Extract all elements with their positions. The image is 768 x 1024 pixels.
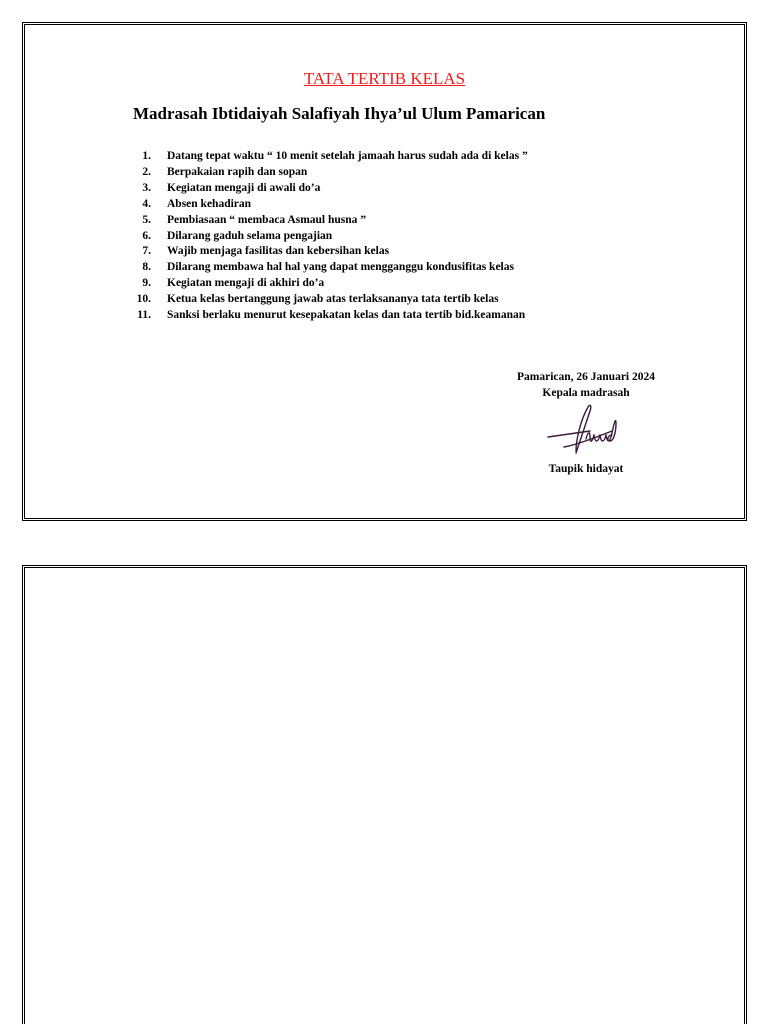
list-item: [119, 149, 528, 165]
rule-number: 7.: [142, 245, 151, 258]
page-title: TATA TERTIB KELAS: [303, 69, 466, 88]
rule-number: 8.: [142, 261, 151, 274]
school-name: Madrasah Ibtidaiyah Salafiyah Ihya’ul Ulum Pamarican: [133, 104, 546, 123]
signature-icon: [546, 401, 626, 461]
rule-text: Kegiatan mengaji di akhiri do’a: [167, 277, 325, 290]
list-item: [119, 165, 528, 181]
rule-text: Datang tepat waktu “ 10 menit setelah jamaah harus sudah ada di kelas ”: [167, 150, 528, 162]
list-item: [119, 197, 528, 213]
rule-text: Kegiatan mengaji di awali do’a: [167, 181, 321, 194]
rule-text: Sanksi berlaku menurut kesepakatan kelas dan tata tertib bid.keamanan: [167, 309, 526, 322]
rule-number: 3.: [142, 181, 151, 194]
rule-number: 9.: [142, 277, 151, 290]
list-item: [119, 213, 528, 229]
list-item: [119, 181, 528, 197]
signature-block: [501, 369, 671, 477]
document-frame-bottom: [22, 565, 747, 1024]
document-frame-top: [22, 22, 747, 521]
rule-number: 5.: [142, 213, 151, 226]
signer-name: Taupik hidayat: [548, 463, 624, 475]
rule-text: Pembiasaan “ membaca Asmaul husna ”: [167, 213, 367, 226]
rule-number: 2.: [142, 165, 151, 178]
list-item: [119, 260, 528, 276]
rule-number: 1.: [142, 150, 151, 162]
rule-text: Dilarang gaduh selama pengajian: [167, 229, 333, 242]
rule-number: 4.: [142, 197, 151, 210]
rule-number: 10.: [136, 293, 151, 306]
signer-position: Kepala madrasah: [542, 387, 630, 399]
rule-number: 11.: [137, 309, 151, 322]
rule-number: 6.: [142, 229, 151, 242]
place-date: Pamarican, 26 Januari 2024: [517, 371, 655, 383]
list-item: [119, 308, 528, 324]
rule-text: Ketua kelas bertanggung jawab atas terlaksananya tata tertib kelas: [167, 293, 499, 306]
list-item: [119, 276, 528, 292]
list-item: [119, 292, 528, 308]
rules-list: [119, 149, 528, 324]
rule-text: Dilarang membawa hal hal yang dapat mengganggu kondusifitas kelas: [167, 261, 514, 274]
rule-text: Wajib menjaga fasilitas dan kebersihan kelas: [167, 245, 390, 258]
rule-text: Berpakaian rapih dan sopan: [167, 165, 308, 178]
list-item: [119, 244, 528, 260]
rule-text: Absen kehadiran: [167, 197, 252, 210]
list-item: [119, 229, 528, 245]
